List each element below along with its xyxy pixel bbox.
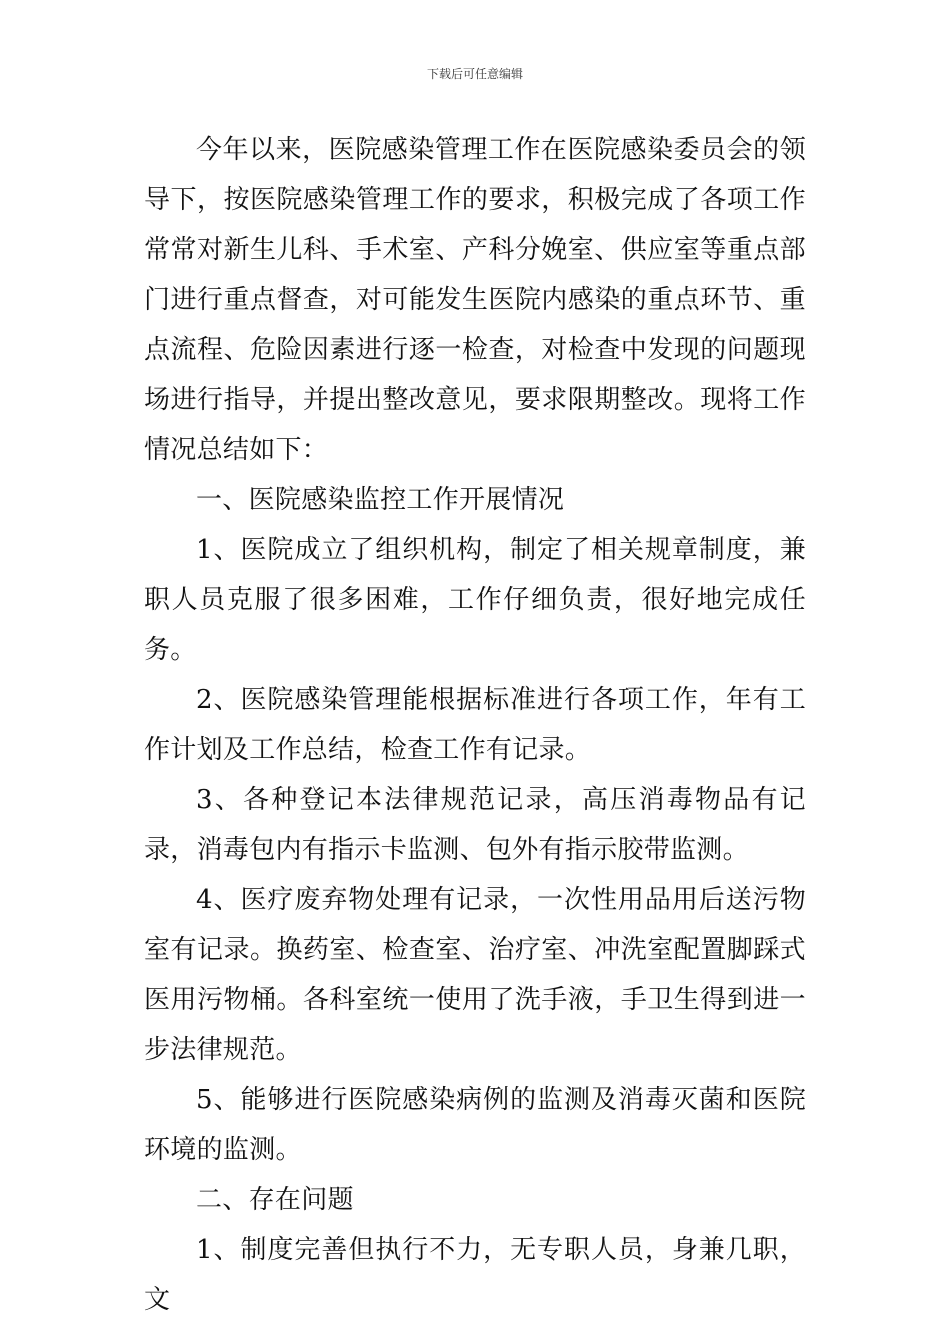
list-item: 2、医院感染管理能根据标准进行各项工作，年有工作计划及工作总结，检查工作有记录。 — [144, 685, 806, 765]
list-item: 5、能够进行医院感染病例的监测及消毒灭菌和医院环境的监测。 — [144, 1085, 806, 1165]
list-item: 1、制度完善但执行不力，无专职人员，身兼几职，文 — [144, 1235, 806, 1315]
list-item: 1、医院成立了组织机构，制定了相关规章制度，兼职人员克服了很多困难，工作仔细负责，很好地完成任务。 — [144, 535, 806, 665]
section-heading-problems: 二、存在问题 — [196, 1185, 354, 1215]
document-body — [144, 125, 806, 1325]
list-item: 3、各种登记本法律规范记录，高压消毒物品有记录，消毒包内有指示卡监测、包外有指示胶带监测。 — [144, 785, 806, 865]
page-header: 下载后可任意编辑 — [426, 67, 523, 81]
section-heading-monitoring: 一、医院感染监控工作开展情况 — [196, 485, 565, 515]
list-item: 4、医疗废弃物处理有记录，一次性用品用后送污物室有记录。换药室、检查室、治疗室、冲洗室配置脚踩式医用污物桶。各科室统一使用了洗手液，手卫生得到进一步法律规范。 — [144, 885, 806, 1065]
intro-paragraph: 今年以来，医院感染管理工作在医院感染委员会的领导下，按医院感染管理工作的要求，积极完成了各项工作常常对新生儿科、手术室、产科分娩室、供应室等重点部门进行重点督查，对可能发生医院内感染的重点环节、重点流程、危险因素进行逐一检查，对检查中发现的问题现场进行指导，并提出整改意见，要求限期整改。现将工作情况总结如下： — [144, 135, 806, 465]
